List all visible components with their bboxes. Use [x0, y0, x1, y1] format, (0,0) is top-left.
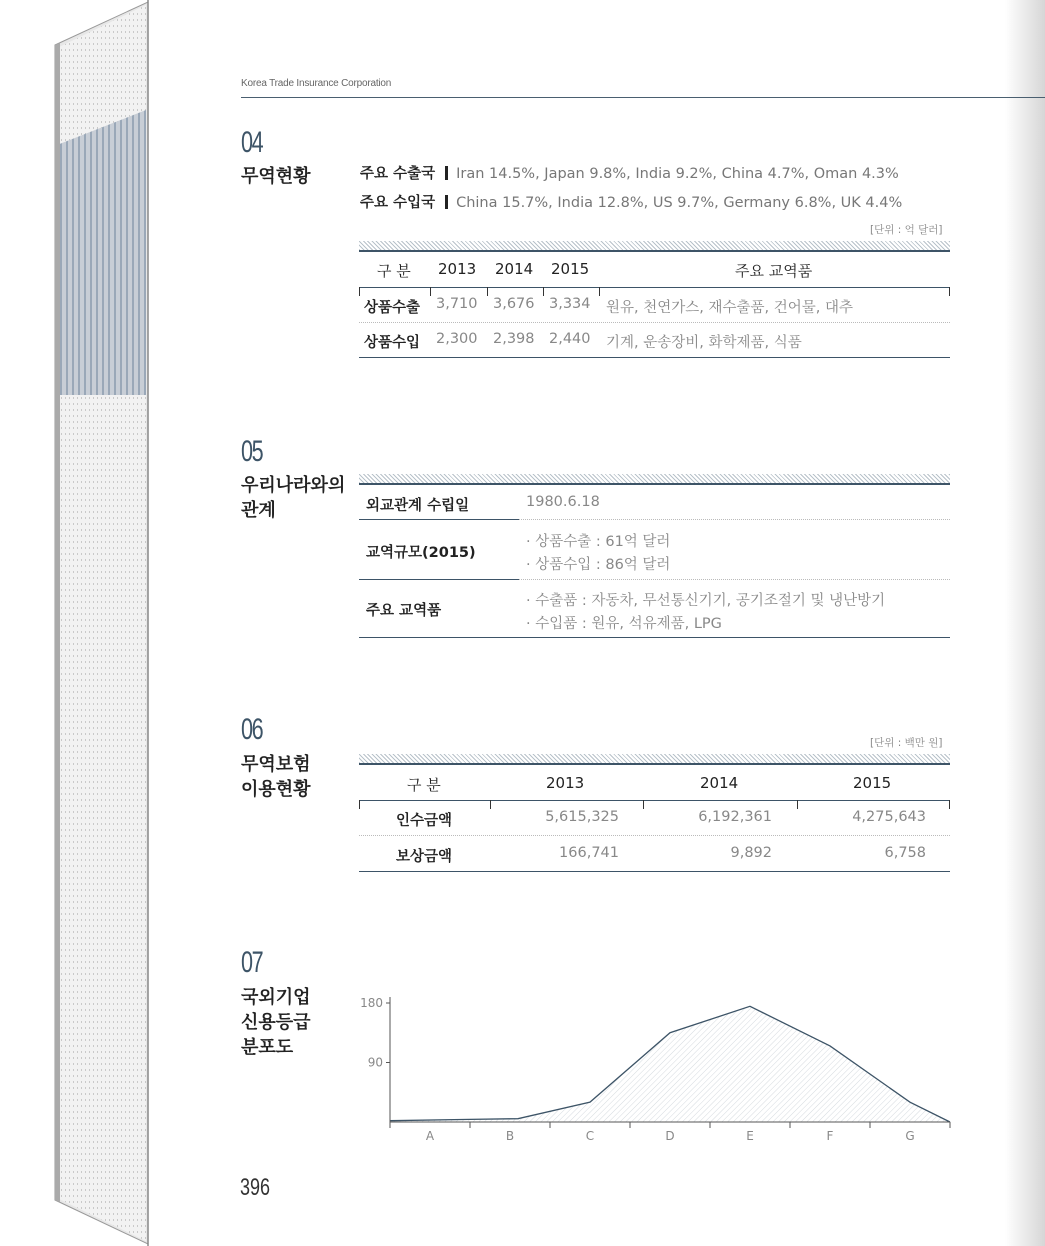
- col-header: 2015: [853, 774, 892, 792]
- row-value: · 수출품 : 자동차, 무선통신기기, 공기조절기 및 냉난방기: [526, 593, 886, 609]
- import-value: China 15.7%, India 12.8%, US 9.7%, Germany 6.8%, UK 4.4%: [456, 195, 903, 211]
- cell-value: 3,334: [549, 296, 591, 312]
- chart-area-fill: [390, 1006, 950, 1122]
- col-header: 2014: [700, 774, 739, 792]
- row-label-rule: [359, 519, 519, 520]
- cell-value: 2,300: [436, 331, 478, 347]
- unit-label: [단위 : 억 달러]: [870, 224, 943, 236]
- row-divider: [359, 835, 950, 836]
- row-label: 외교관계 수립일: [366, 498, 470, 514]
- cell-value: 3,710: [436, 296, 478, 312]
- section-05-number: 05: [241, 435, 263, 468]
- cell-value: 9,892: [730, 845, 772, 861]
- y-tick-label: 90: [367, 1055, 383, 1070]
- x-tick-label: A: [425, 1129, 435, 1143]
- separator-bar: [445, 166, 448, 180]
- table-top-rule: [359, 483, 950, 485]
- x-tick-label: E: [746, 1129, 754, 1143]
- export-value: Iran 14.5%, Japan 9.8%, India 9.2%, China 4.7%, Oman 4.3%: [456, 166, 899, 182]
- col-header: 구 분: [377, 262, 411, 280]
- tick: [543, 287, 544, 296]
- tick: [359, 287, 360, 296]
- export-label: 주요 수출국: [360, 166, 436, 182]
- row-value: · 상품수출 : 61억 달러: [526, 534, 671, 550]
- section-07-title-line2: 신용등급: [241, 1012, 311, 1033]
- table-hatch-band: [359, 474, 950, 483]
- x-tick-label: F: [826, 1129, 834, 1143]
- section-06-title-line2: 이용현황: [241, 779, 311, 800]
- import-label: 주요 수입국: [360, 195, 436, 211]
- row-label-rule: [359, 579, 519, 580]
- x-tick-label: C: [585, 1129, 595, 1143]
- section-04-title: 무역현황: [241, 166, 311, 187]
- cell-items: 기계, 운송장비, 화학제품, 식품: [606, 335, 802, 351]
- cell-value: 166,741: [559, 845, 619, 861]
- row-value: 1980.6.18: [526, 494, 600, 510]
- col-header: 구 분: [407, 776, 441, 794]
- row-divider: [519, 519, 950, 520]
- row-value: · 상품수입 : 86억 달러: [526, 557, 671, 573]
- header-rule: [241, 97, 1045, 98]
- tick: [643, 800, 644, 809]
- page-number: 396: [240, 1174, 271, 1201]
- cell-value: 6,192,361: [698, 809, 772, 825]
- row-label: 보상금액: [396, 849, 453, 865]
- tick: [430, 287, 431, 296]
- cell-value: 2,398: [493, 331, 535, 347]
- running-header: Korea Trade Insurance Corporation: [241, 78, 392, 89]
- section-06-number: 06: [241, 713, 263, 746]
- cell-value: 3,676: [493, 296, 535, 312]
- header-rule: [359, 287, 950, 288]
- col-header: 2013: [438, 260, 477, 278]
- section-05-title-line2: 관계: [241, 500, 276, 521]
- section-07-title-line3: 분포도: [241, 1037, 294, 1058]
- row-label: 주요 교역품: [366, 603, 442, 619]
- table-bottom-rule: [359, 357, 950, 358]
- major-import-countries: [360, 191, 902, 212]
- tick: [949, 287, 950, 296]
- row-label: 상품수출: [364, 300, 421, 316]
- x-tick-label: D: [665, 1129, 675, 1143]
- section-07-number: 07: [241, 946, 263, 979]
- col-header: 2015: [551, 260, 590, 278]
- table-top-rule: [359, 250, 950, 252]
- y-tick-label: 180: [360, 996, 383, 1010]
- row-value: · 수입품 : 원유, 석유제품, LPG: [526, 616, 722, 632]
- credit-rating-distribution-chart: [355, 985, 955, 1155]
- cell-items: 원유, 천연가스, 재수출품, 건어물, 대추: [606, 300, 853, 316]
- row-label: 상품수입: [364, 335, 421, 351]
- section-04-number: 04: [241, 126, 263, 159]
- cell-value: 6,758: [884, 845, 926, 861]
- book-edge-decoration: [0, 0, 150, 1246]
- cell-value: 5,615,325: [545, 809, 619, 825]
- section-07-title-line1: 국외기업: [241, 987, 311, 1008]
- x-tick-label: B: [505, 1129, 515, 1143]
- cell-value: 4,275,643: [852, 809, 926, 825]
- tick: [490, 800, 491, 809]
- major-export-countries: [360, 162, 899, 183]
- row-label: 교역규모(2015): [366, 545, 476, 561]
- row-divider: [359, 322, 950, 323]
- row-label: 인수금액: [396, 813, 453, 829]
- tick: [797, 800, 798, 809]
- row-divider: [519, 579, 950, 580]
- page-shadow: [1005, 0, 1045, 1246]
- table-hatch-band: [359, 241, 950, 250]
- x-tick-label: G: [905, 1129, 915, 1143]
- table-bottom-rule: [359, 637, 950, 638]
- table-bottom-rule: [359, 871, 950, 872]
- col-header: 2014: [495, 260, 534, 278]
- unit-label: [단위 : 백만 원]: [870, 737, 943, 749]
- section-05-title-line1: 우리나라와의: [241, 475, 346, 496]
- col-header: 2013: [546, 774, 585, 792]
- separator-bar: [445, 195, 448, 209]
- col-header: 주요 교역품: [735, 262, 813, 280]
- cell-value: 2,440: [549, 331, 591, 347]
- tick: [599, 287, 600, 296]
- tick: [487, 287, 488, 296]
- table-top-rule: [359, 763, 950, 765]
- tick: [949, 800, 950, 809]
- section-06-title-line1: 무역보험: [241, 754, 311, 775]
- table-hatch-band: [359, 754, 950, 763]
- tick: [359, 800, 360, 809]
- header-rule: [359, 800, 950, 801]
